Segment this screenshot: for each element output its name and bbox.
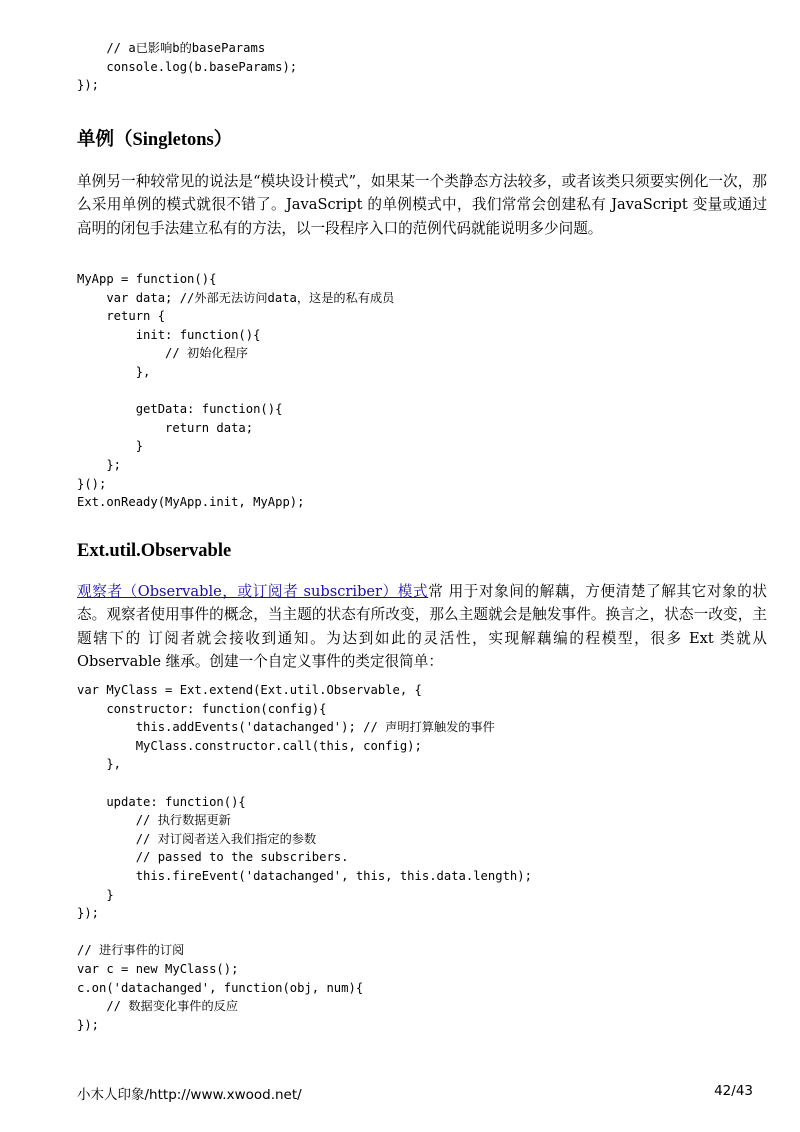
section-heading-singletons: 单例（Singletons）	[77, 130, 233, 150]
code-block-continuation	[77, 39, 297, 95]
code-line: // 对订阅者送入我们指定的参数	[77, 831, 317, 846]
code-line: // 初始化程序	[77, 346, 248, 361]
observable-paragraph	[77, 580, 767, 673]
singletons-paragraph: 单例另一种较常见的说法是“模块设计模式”，如果某一个类静态方法较多，或者该类只须要实例化一次，那么采用单例的模式就很不错了。JavaScript 的单例模式中，我们常常会创建私有 JavaScript 变量或通过高明的闭包手法建立私有的方法，以一段程序入口的范例代码就能说明多少问题。	[77, 173, 767, 237]
code-line: getData: function(){	[77, 402, 283, 417]
code-line: });	[77, 906, 100, 921]
code-line	[77, 774, 532, 793]
code-line	[77, 382, 394, 401]
code-line: },	[77, 757, 122, 772]
code-block-singleton	[77, 270, 394, 512]
section-heading-observable: Ext.util.Observable	[77, 541, 232, 561]
code-block-observable	[77, 681, 532, 1034]
code-line: init: function(){	[77, 327, 261, 342]
page-number: 42/43	[714, 1083, 753, 1099]
page-footer	[77, 1083, 753, 1103]
code-line: return data;	[77, 420, 254, 435]
code-line: },	[77, 364, 151, 379]
code-line: var data; //外部无法访问data，这是的私有成员	[77, 290, 395, 305]
code-line: var MyClass = Ext.extend(Ext.util.Observable, {	[77, 683, 422, 697]
code-line: console.log(b.baseParams);	[77, 59, 298, 74]
code-line: });	[77, 78, 100, 93]
code-line: Ext.onReady(MyApp.init, MyApp);	[77, 495, 305, 510]
code-line: });	[77, 1017, 100, 1032]
code-line: // a已影响b的baseParams	[77, 41, 266, 55]
code-line: // 数据变化事件的反应	[77, 999, 239, 1014]
code-line: // 执行数据更新	[77, 813, 231, 828]
code-line: }	[77, 887, 114, 902]
code-line: // 进行事件的订阅	[77, 943, 185, 958]
code-line: this.addEvents('datachanged'); // 声明打算触发的事件	[77, 720, 495, 735]
code-line: return {	[77, 309, 166, 324]
code-line: // passed to the subscribers.	[77, 850, 349, 865]
observable-paragraph-text: 常 用于对象间的解藕，方便清楚了解其它对象的状态。观察者使用事件的概念，当主题的状态有所改变，那么主题就会是触发事件。换言之，状态一改变，主题辖下的 订阅者就会接收到通知。为达到如此的灵活性，实现解藕编的程模型，很多 Ext 类就从 Observable 继承。创建一个自定义事件的类定很简单：	[77, 583, 767, 670]
code-line: var c = new MyClass();	[77, 961, 239, 976]
code-line: MyApp = function(){	[77, 272, 217, 286]
code-line: MyClass.constructor.call(this, config);	[77, 738, 422, 753]
code-line: };	[77, 457, 122, 472]
code-line	[77, 923, 532, 942]
footer-source: 小木人印象/http://www.xwood.net/	[77, 1087, 302, 1103]
code-line: update: function(){	[77, 794, 246, 809]
code-line: }();	[77, 476, 107, 491]
code-line: c.on('datachanged', function(obj, num){	[77, 980, 364, 995]
code-line: }	[77, 439, 144, 454]
code-line: this.fireEvent('datachanged', this, this.data.length);	[77, 868, 532, 883]
observable-pattern-link[interactable]: 观察者（Observable，或订阅者 subscriber）模式	[77, 583, 429, 600]
code-line: constructor: function(config){	[77, 701, 327, 716]
